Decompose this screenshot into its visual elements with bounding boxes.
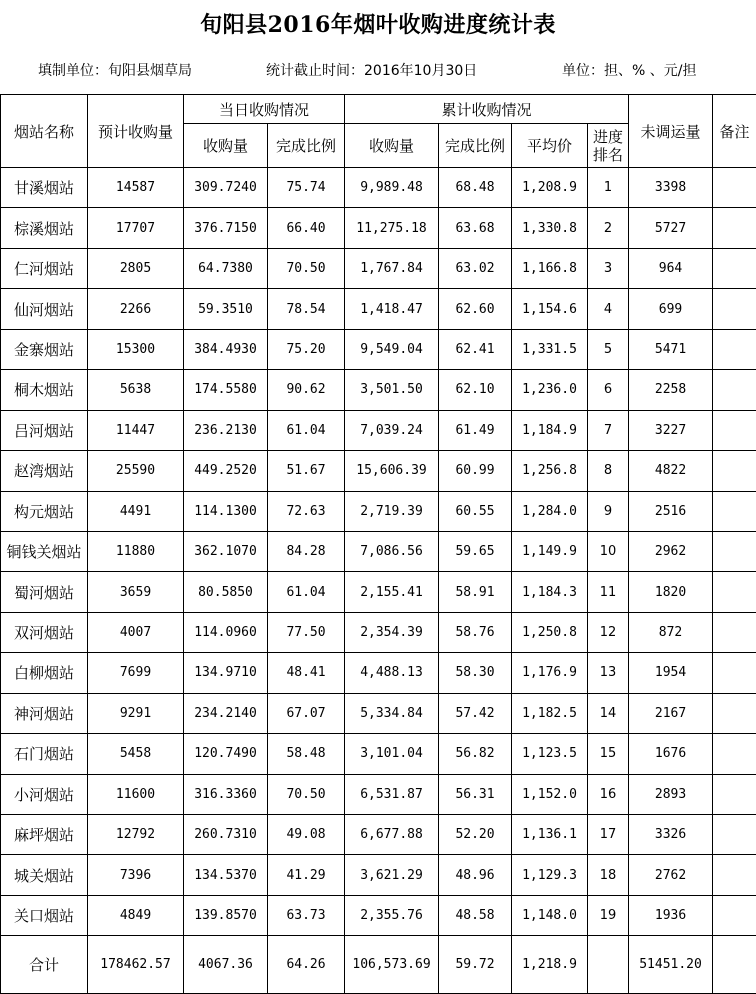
remarks-cell: [713, 289, 756, 329]
cum-amount-cell: 2,719.39: [345, 491, 439, 531]
rank-cell: 8: [588, 451, 629, 491]
station-name-cell: 蜀河烟站: [1, 572, 88, 612]
rank-cell: 11: [588, 572, 629, 612]
remarks-cell: [713, 248, 756, 288]
planned-cell: 4491: [88, 491, 184, 531]
remarks-cell: [713, 410, 756, 450]
cum-amount-cell: 15,606.39: [345, 451, 439, 491]
untransported-cell: 2962: [629, 531, 713, 571]
cum-amount-cell: 3,101.04: [345, 734, 439, 774]
remarks-cell: [713, 370, 756, 410]
daily-ratio-cell: 78.54: [268, 289, 345, 329]
remarks-cell: [713, 572, 756, 612]
remarks-cell: [713, 936, 756, 994]
cum-ratio-cell: 56.31: [439, 774, 512, 814]
daily-amount-cell: 80.5850: [184, 572, 268, 612]
remarks-cell: [713, 774, 756, 814]
rank-cell: 10: [588, 531, 629, 571]
table-row: [1, 248, 756, 288]
untransported-cell: 699: [629, 289, 713, 329]
daily-ratio-cell: 90.62: [268, 370, 345, 410]
planned-cell: 17707: [88, 208, 184, 248]
daily-amount-cell: 362.1070: [184, 531, 268, 571]
remarks-cell: [713, 734, 756, 774]
remarks-cell: [713, 531, 756, 571]
header-cumulative-group: 累计收购情况: [345, 95, 629, 124]
daily-amount-cell: 134.9710: [184, 653, 268, 693]
planned-cell: 11447: [88, 410, 184, 450]
rank-cell: 19: [588, 895, 629, 935]
station-name-cell: 合计: [1, 936, 88, 994]
remarks-cell: [713, 168, 756, 208]
daily-ratio-cell: 64.26: [268, 936, 345, 994]
cum-ratio-cell: 62.10: [439, 370, 512, 410]
daily-amount-cell: 449.2520: [184, 451, 268, 491]
header-planned: 预计收购量: [88, 95, 184, 168]
untransported-cell: 964: [629, 248, 713, 288]
table-row: [1, 531, 756, 571]
untransported-cell: 2167: [629, 693, 713, 733]
cum-amount-cell: 3,501.50: [345, 370, 439, 410]
daily-ratio-cell: 70.50: [268, 774, 345, 814]
fill-unit: 填制单位：旬阳县烟草局: [38, 63, 192, 79]
daily-amount-cell: 234.2140: [184, 693, 268, 733]
table-row: [1, 491, 756, 531]
daily-ratio-cell: 48.41: [268, 653, 345, 693]
total-row: [1, 936, 756, 994]
untransported-cell: 872: [629, 612, 713, 652]
station-name-cell: 小河烟站: [1, 774, 88, 814]
planned-cell: 25590: [88, 451, 184, 491]
rank-cell: 12: [588, 612, 629, 652]
rank-cell: 4: [588, 289, 629, 329]
rank-cell: 1: [588, 168, 629, 208]
cum-amount-cell: 2,354.39: [345, 612, 439, 652]
planned-cell: 2266: [88, 289, 184, 329]
avg-price-cell: 1,331.5: [512, 329, 588, 369]
table-row: [1, 855, 756, 895]
table-row: [1, 410, 756, 450]
daily-amount-cell: 114.1300: [184, 491, 268, 531]
rank-cell: 7: [588, 410, 629, 450]
table-row: [1, 895, 756, 935]
daily-ratio-cell: 67.07: [268, 693, 345, 733]
daily-ratio-cell: 66.40: [268, 208, 345, 248]
planned-cell: 178462.57: [88, 936, 184, 994]
avg-price-cell: 1,152.0: [512, 774, 588, 814]
untransported-cell: 51451.20: [629, 936, 713, 994]
rank-cell: 13: [588, 653, 629, 693]
avg-price-cell: 1,154.6: [512, 289, 588, 329]
daily-amount-cell: 134.5370: [184, 855, 268, 895]
header-avg-price: 平均价: [512, 124, 588, 168]
daily-ratio-cell: 58.48: [268, 734, 345, 774]
daily-amount-cell: 316.3360: [184, 774, 268, 814]
table-row: [1, 289, 756, 329]
rank-cell: 5: [588, 329, 629, 369]
station-name-cell: 城关烟站: [1, 855, 88, 895]
cum-amount-cell: 3,621.29: [345, 855, 439, 895]
daily-amount-cell: 59.3510: [184, 289, 268, 329]
planned-cell: 9291: [88, 693, 184, 733]
avg-price-cell: 1,149.9: [512, 531, 588, 571]
untransported-cell: 2762: [629, 855, 713, 895]
table-row: [1, 168, 756, 208]
remarks-cell: [713, 693, 756, 733]
header-daily-amount: 收购量: [184, 124, 268, 168]
daily-amount-cell: 120.7490: [184, 734, 268, 774]
rank-cell: 16: [588, 774, 629, 814]
daily-ratio-cell: 75.74: [268, 168, 345, 208]
avg-price-cell: 1,184.9: [512, 410, 588, 450]
station-name-cell: 麻坪烟站: [1, 815, 88, 855]
table-row: [1, 653, 756, 693]
cum-amount-cell: 106,573.69: [345, 936, 439, 994]
avg-price-cell: 1,250.8: [512, 612, 588, 652]
remarks-cell: [713, 451, 756, 491]
station-name-cell: 神河烟站: [1, 693, 88, 733]
header-untransported: 未调运量: [629, 95, 713, 168]
remarks-cell: [713, 895, 756, 935]
daily-ratio-cell: 77.50: [268, 612, 345, 652]
station-name-cell: 石门烟站: [1, 734, 88, 774]
untransported-cell: 3326: [629, 815, 713, 855]
station-name-cell: 金寨烟站: [1, 329, 88, 369]
units-note: 单位：担、% 、元/担: [562, 63, 697, 79]
cum-ratio-cell: 63.02: [439, 248, 512, 288]
page-title: 旬阳县2016年烟叶收购进度统计表: [200, 12, 556, 38]
station-name-cell: 甘溪烟站: [1, 168, 88, 208]
cum-ratio-cell: 59.72: [439, 936, 512, 994]
remarks-cell: [713, 208, 756, 248]
daily-ratio-cell: 84.28: [268, 531, 345, 571]
rank-cell: 6: [588, 370, 629, 410]
station-name-cell: 构元烟站: [1, 491, 88, 531]
daily-ratio-cell: 61.04: [268, 572, 345, 612]
table-row: [1, 734, 756, 774]
station-name-cell: 桐木烟站: [1, 370, 88, 410]
station-name-cell: 关口烟站: [1, 895, 88, 935]
daily-amount-cell: 114.0960: [184, 612, 268, 652]
rank-cell: 17: [588, 815, 629, 855]
untransported-cell: 3398: [629, 168, 713, 208]
rank-cell: [588, 936, 629, 994]
untransported-cell: 2893: [629, 774, 713, 814]
daily-ratio-cell: 61.04: [268, 410, 345, 450]
daily-amount-cell: 260.7310: [184, 815, 268, 855]
rank-cell: 15: [588, 734, 629, 774]
planned-cell: 5458: [88, 734, 184, 774]
header-station: 烟站名称: [1, 95, 88, 168]
daily-amount-cell: 4067.36: [184, 936, 268, 994]
daily-amount-cell: 236.2130: [184, 410, 268, 450]
cum-amount-cell: 6,677.88: [345, 815, 439, 855]
cum-ratio-cell: 59.65: [439, 531, 512, 571]
daily-amount-cell: 309.7240: [184, 168, 268, 208]
table-row: [1, 451, 756, 491]
cum-amount-cell: 5,334.84: [345, 693, 439, 733]
cum-ratio-cell: 57.42: [439, 693, 512, 733]
cum-ratio-cell: 60.55: [439, 491, 512, 531]
table-row: [1, 370, 756, 410]
cum-ratio-cell: 63.68: [439, 208, 512, 248]
planned-cell: 12792: [88, 815, 184, 855]
table-row: [1, 774, 756, 814]
rank-cell: 9: [588, 491, 629, 531]
untransported-cell: 1954: [629, 653, 713, 693]
remarks-cell: [713, 855, 756, 895]
header-cum-ratio: 完成比例: [439, 124, 512, 168]
station-name-cell: 仙河烟站: [1, 289, 88, 329]
daily-amount-cell: 174.5580: [184, 370, 268, 410]
station-name-cell: 铜钱关烟站: [1, 531, 88, 571]
planned-cell: 15300: [88, 329, 184, 369]
avg-price-cell: 1,284.0: [512, 491, 588, 531]
deadline: 统计截止时间：2016年10月30日: [266, 63, 478, 79]
header-row-1: [1, 95, 756, 124]
planned-cell: 3659: [88, 572, 184, 612]
cum-amount-cell: 6,531.87: [345, 774, 439, 814]
daily-amount-cell: 139.8570: [184, 895, 268, 935]
remarks-cell: [713, 815, 756, 855]
daily-ratio-cell: 41.29: [268, 855, 345, 895]
cum-ratio-cell: 68.48: [439, 168, 512, 208]
untransported-cell: 4822: [629, 451, 713, 491]
avg-price-cell: 1,256.8: [512, 451, 588, 491]
planned-cell: 14587: [88, 168, 184, 208]
header-daily-group: 当日收购情况: [184, 95, 345, 124]
daily-ratio-cell: 63.73: [268, 895, 345, 935]
rank-cell: 3: [588, 248, 629, 288]
table-row: [1, 208, 756, 248]
cum-ratio-cell: 61.49: [439, 410, 512, 450]
meta-bar: [0, 48, 756, 94]
daily-ratio-cell: 49.08: [268, 815, 345, 855]
rank-cell: 14: [588, 693, 629, 733]
avg-price-cell: 1,182.5: [512, 693, 588, 733]
table-row: [1, 693, 756, 733]
untransported-cell: 5471: [629, 329, 713, 369]
cum-ratio-cell: 58.30: [439, 653, 512, 693]
daily-amount-cell: 376.7150: [184, 208, 268, 248]
avg-price-cell: 1,218.9: [512, 936, 588, 994]
cum-amount-cell: 7,086.56: [345, 531, 439, 571]
cum-ratio-cell: 62.41: [439, 329, 512, 369]
avg-price-cell: 1,176.9: [512, 653, 588, 693]
planned-cell: 2805: [88, 248, 184, 288]
untransported-cell: 1820: [629, 572, 713, 612]
untransported-cell: 1676: [629, 734, 713, 774]
avg-price-cell: 1,148.0: [512, 895, 588, 935]
remarks-cell: [713, 329, 756, 369]
untransported-cell: 5727: [629, 208, 713, 248]
cum-amount-cell: 2,155.41: [345, 572, 439, 612]
station-name-cell: 赵湾烟站: [1, 451, 88, 491]
table-body: [1, 168, 756, 994]
cum-amount-cell: 4,488.13: [345, 653, 439, 693]
untransported-cell: 1936: [629, 895, 713, 935]
table-row: [1, 329, 756, 369]
cum-amount-cell: 2,355.76: [345, 895, 439, 935]
avg-price-cell: 1,330.8: [512, 208, 588, 248]
header-daily-ratio: 完成比例: [268, 124, 345, 168]
rank-cell: 2: [588, 208, 629, 248]
station-name-cell: 白柳烟站: [1, 653, 88, 693]
station-name-cell: 棕溪烟站: [1, 208, 88, 248]
planned-cell: 11600: [88, 774, 184, 814]
planned-cell: 4007: [88, 612, 184, 652]
station-name-cell: 双河烟站: [1, 612, 88, 652]
avg-price-cell: 1,129.3: [512, 855, 588, 895]
remarks-cell: [713, 491, 756, 531]
daily-ratio-cell: 51.67: [268, 451, 345, 491]
cum-ratio-cell: 48.96: [439, 855, 512, 895]
avg-price-cell: 1,123.5: [512, 734, 588, 774]
cum-amount-cell: 9,549.04: [345, 329, 439, 369]
table-row: [1, 572, 756, 612]
progress-table: [0, 94, 756, 994]
cum-ratio-cell: 60.99: [439, 451, 512, 491]
daily-amount-cell: 384.4930: [184, 329, 268, 369]
cum-ratio-cell: 56.82: [439, 734, 512, 774]
header-cum-amount: 收购量: [345, 124, 439, 168]
cum-ratio-cell: 62.60: [439, 289, 512, 329]
cum-amount-cell: 9,989.48: [345, 168, 439, 208]
planned-cell: 11880: [88, 531, 184, 571]
rank-cell: 18: [588, 855, 629, 895]
cum-ratio-cell: 48.58: [439, 895, 512, 935]
cum-ratio-cell: 52.20: [439, 815, 512, 855]
planned-cell: 7699: [88, 653, 184, 693]
avg-price-cell: 1,208.9: [512, 168, 588, 208]
daily-ratio-cell: 70.50: [268, 248, 345, 288]
avg-price-cell: 1,184.3: [512, 572, 588, 612]
untransported-cell: 3227: [629, 410, 713, 450]
avg-price-cell: 1,136.1: [512, 815, 588, 855]
table-row: [1, 612, 756, 652]
remarks-cell: [713, 653, 756, 693]
avg-price-cell: 1,166.8: [512, 248, 588, 288]
cum-amount-cell: 11,275.18: [345, 208, 439, 248]
planned-cell: 4849: [88, 895, 184, 935]
header-rank: 进度排名: [588, 124, 629, 168]
table-row: [1, 815, 756, 855]
untransported-cell: 2516: [629, 491, 713, 531]
cum-ratio-cell: 58.91: [439, 572, 512, 612]
cum-amount-cell: 1,418.47: [345, 289, 439, 329]
cum-ratio-cell: 58.76: [439, 612, 512, 652]
remarks-cell: [713, 612, 756, 652]
cum-amount-cell: 7,039.24: [345, 410, 439, 450]
station-name-cell: 仁河烟站: [1, 248, 88, 288]
planned-cell: 5638: [88, 370, 184, 410]
cum-amount-cell: 1,767.84: [345, 248, 439, 288]
station-name-cell: 吕河烟站: [1, 410, 88, 450]
daily-ratio-cell: 75.20: [268, 329, 345, 369]
planned-cell: 7396: [88, 855, 184, 895]
daily-amount-cell: 64.7380: [184, 248, 268, 288]
untransported-cell: 2258: [629, 370, 713, 410]
daily-ratio-cell: 72.63: [268, 491, 345, 531]
header-remarks: 备注: [713, 95, 756, 168]
avg-price-cell: 1,236.0: [512, 370, 588, 410]
